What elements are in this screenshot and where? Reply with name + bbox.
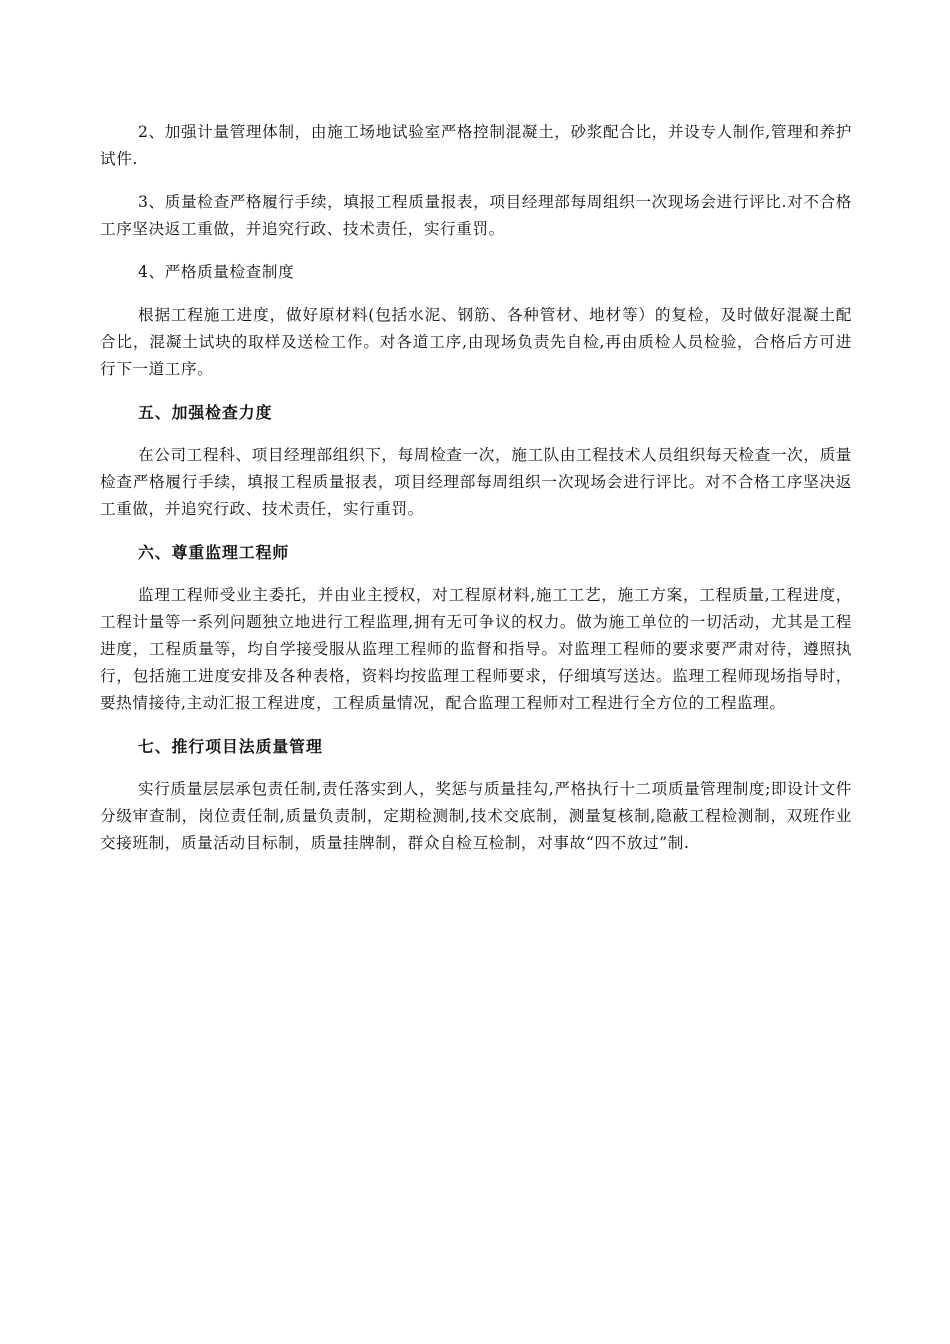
paragraph-supervisor-authority: 监理工程师受业主委托，并由业主授权，对工程原材料,施工工艺，施工方案，工程质量,工程进度，工程计量等一系列问题独立地进行工程监理,拥有无可争议的权力。做为施工单位的一切活动，尤其是工程进度，工程质量等，均自学接受服从监理工程师的监督和指导。对监理工程师的要求要严肃对待，遵照执行，包括施工进度安排及各种表格，资料均按监理工程师要求，仔细填写送达。监理工程师现场指导时，要热情接待,主动汇报工程进度，工程质量情况，配合监理工程师对工程进行全方位的工程监理。 [100, 586, 852, 712]
section-heading-project-quality-management: 七、推行项目法质量管理 [138, 737, 323, 756]
paragraph-material-recheck: 根据工程施工进度，做好原材料(包括水泥、钢筋、各种管材、地材等）的复检，及时做好混凝土配合比，混凝土试块的取样及送检工作。对各道工序,由现场负责先自检,再由质检人员检验，合格后方可进行下一道工序。 [100, 306, 852, 378]
paragraph-gap [100, 523, 852, 539]
paragraph-gap [100, 717, 852, 733]
paragraph-gap [100, 243, 852, 259]
paragraph-weekly-inspection: 在公司工程科、项目经理部组织下，每周检查一次，施工队由工程技术人员组织每天检查一次，质量检查严格履行手续，填报工程质量报表，项目经理部每周组织一次现场会进行评比。对不合格工序坚决返工重做，并追究行政、技术责任，实行重罚。 [100, 446, 852, 518]
paragraph-gap [100, 383, 852, 399]
paragraph-responsibility-system: 实行质量层层承包责任制,责任落实到人，奖惩与质量挂勾,严格执行十二项质量管理制度;即设计文件分级审查制，岗位责任制,质量负责制，定期检测制,技术交底制，测量复核制,隐蔽工程检测制，双班作业交接班制，质量活动目标制，质量挂牌制，群众自检互检制，对事故“四不放过”制. [100, 780, 852, 852]
paragraph-gap [100, 566, 852, 582]
section-heading-strengthen-inspection: 五、加强检查力度 [138, 403, 273, 422]
paragraph-strict-inspection-system: 4、严格质量检查制度 [138, 263, 295, 281]
paragraph-quality-inspection-procedures: 3、质量检查严格履行手续，填报工程质量报表，项目经理部每周组织一次现场会进行评比.对不合格工序坚决返工重做，并追究行政、技术责任，实行重罚。 [100, 193, 852, 238]
paragraph-gap [100, 426, 852, 442]
paragraph-measurement-management: 2、加强计量管理体制，由施工场地试验室严格控制混凝土，砂浆配合比，并设专人制作,管理和养护试件. [100, 123, 852, 168]
document-body [100, 119, 852, 857]
section-heading-respect-supervisor: 六、尊重监理工程师 [138, 543, 290, 562]
paragraph-gap [100, 173, 852, 189]
paragraph-gap [100, 760, 852, 776]
paragraph-gap [100, 286, 852, 302]
